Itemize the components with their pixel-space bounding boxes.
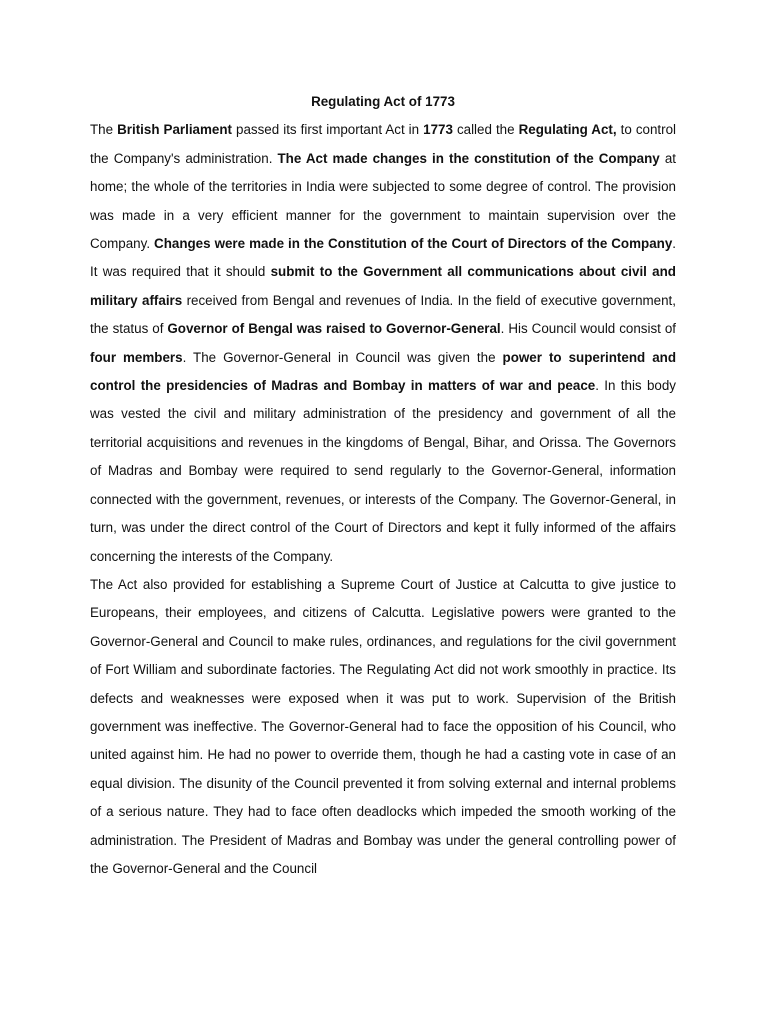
text-run: passed its first important Act in <box>232 122 424 138</box>
text-run: called the <box>452 122 519 138</box>
text-run: . It was required that it should <box>90 236 676 280</box>
document-page <box>90 88 676 988</box>
text-run: The Act also provided for establishing a Supreme Court of Justice at Calcutta to give justice to Europeans, their employees, and citizens of Calcutta. Legislative powers were granted to the Governor-General and Council to make rules, ordinances, and regulations for the civil government of Fort William and subordinate factories. The Regulating Act did not work smoothly in practice. Its defects and weaknesses were exposed when it was put to work. Supervision of the British government was ineffective. The Governor-General had to face the opposition of his Council, who united against him. He had no power to override them, though he had a casting vote in case of an equal division. The disunity of the Council prevented it from solving external and internal problems of a serious nature. They had to face often deadlocks which impeded the smooth working of the administration. The President of Madras and Bombay was under the general controlling power of the Governor-General and the Council <box>90 576 676 876</box>
document-title: Regulating Act of 1773 <box>311 94 455 109</box>
bold-text-run: four members <box>90 349 183 365</box>
bold-text-run: Regulating Act, <box>518 122 617 138</box>
text-run: received from Bengal and revenues of India. In the field of executive government, the status of <box>90 292 676 337</box>
text-run: . The Governor-General in Council was given the <box>182 349 503 365</box>
text-run: The <box>90 122 118 138</box>
paragraph-1 <box>90 116 676 571</box>
bold-text-run: power to superintend and control the presidencies of Madras and Bombay in matters of war and peace <box>90 349 676 394</box>
bold-text-run: British Parliament <box>117 122 232 138</box>
text-run: . In this body was vested the civil and military administration of the presidency and government of all the territorial acquisitions and revenues in the kingdoms of Bengal, Bihar, and Orissa. The Governors of Madras and Bombay were required to send regularly to the Governor-General, information connected with the government, revenues, or interests of the Company. The Governor-General, in turn, was under the direct control of the Court of Directors and kept it fully informed of the affairs concerning the interests of the Company. <box>90 378 676 564</box>
paragraph-2 <box>90 571 676 883</box>
bold-text-run: Changes were made in the Constitution of the Court of Directors of the Company <box>154 236 673 252</box>
text-run: at home; the whole of the territories in India were subjected to some degree of control. The provision was made in a very efficient manner for the government to maintain supervision over the Company. <box>90 150 676 252</box>
bold-text-run: 1773 <box>423 122 453 138</box>
bold-text-run: submit to the Government all communications about civil and military affairs <box>90 264 676 308</box>
bold-text-run: The Act made changes in the constitution of the Company <box>277 150 660 166</box>
text-run: . His Council would consist of <box>500 321 676 337</box>
text-run: to control the Company's administration. <box>90 122 676 166</box>
bold-text-run: Governor of Bengal was raised to Governor-General <box>167 321 501 337</box>
